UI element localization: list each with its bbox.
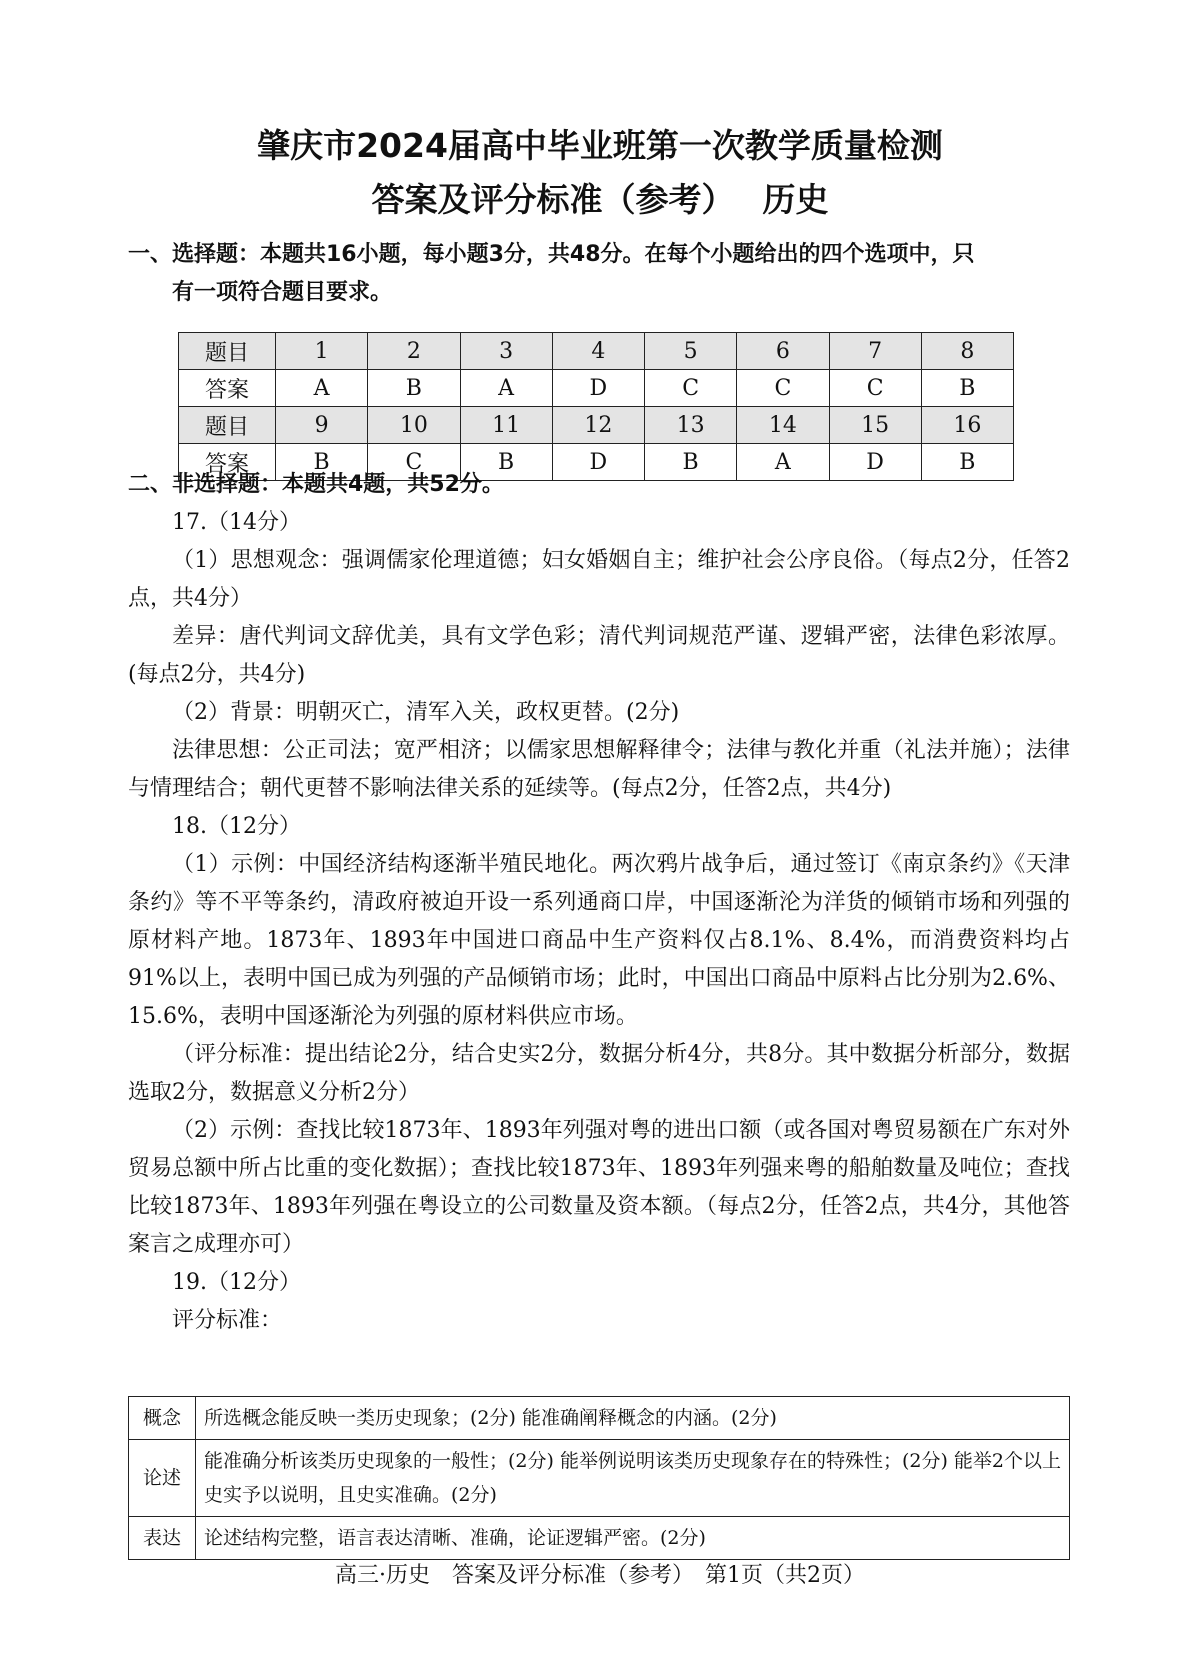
q18-part1-scoring: （评分标准：提出结论2分，结合史实2分，数据分析4分，共8分。其中数据分析部分，数据选取2分，数据意义分析2分） — [128, 1042, 1070, 1105]
answer-table-cell: 5 — [645, 333, 737, 370]
answer-table-cell: 15 — [829, 407, 921, 444]
answer-table-cell: 3 — [460, 333, 552, 370]
answer-table-cell: D — [829, 444, 921, 481]
rubric-row — [129, 1517, 1070, 1560]
answer-table-cell: B — [921, 370, 1013, 407]
answer-table-cell: 10 — [368, 407, 460, 444]
answer-table-row-label: 题目 — [179, 407, 276, 444]
answer-table-cell: 16 — [921, 407, 1013, 444]
q19-rubric-table — [128, 1396, 1070, 1560]
answer-table-row — [179, 407, 1014, 444]
section2-heading: 二、非选择题：本题共4题，共52分。 — [128, 472, 504, 497]
q17-part1-differences: 差异：唐代判词文辞优美，具有文学色彩；清代判词规范严谨、逻辑严密，法律色彩浓厚。(每点2分，共4分) — [128, 624, 1070, 687]
answer-table-cell: D — [552, 444, 644, 481]
answer-table-cell: C — [368, 444, 460, 481]
answer-table-cell: A — [276, 370, 368, 407]
q18-title: 18.（12分） — [172, 814, 301, 839]
q19-title: 19.（12分） — [172, 1270, 301, 1295]
rubric-criterion: 论述 — [129, 1440, 196, 1517]
page-subtitle: 答案及评分标准（参考） 历史 — [371, 180, 829, 219]
answer-table-cell: B — [645, 444, 737, 481]
answer-table-cell: C — [829, 370, 921, 407]
answer-table-cell: A — [737, 444, 829, 481]
rubric-criterion: 表达 — [129, 1517, 196, 1560]
answer-table-cell: 13 — [645, 407, 737, 444]
q17-part2-legal-thought: 法律思想：公正司法；宽严相济；以儒家思想解释律令；法律与教化并重（礼法并施）；法律与情理结合；朝代更替不影响法律关系的延续等。(每点2分，任答2点，共4分) — [128, 738, 1070, 801]
answer-table-cell: D — [552, 370, 644, 407]
answer-table-cell: C — [737, 370, 829, 407]
answer-table-cell: 11 — [460, 407, 552, 444]
page-footer: 高三·历史 答案及评分标准（参考） 第1页（共2页） — [335, 1563, 865, 1588]
q17-part2-background: （2）背景：明朝灭亡，清军入关，政权更替。(2分) — [172, 700, 680, 725]
answer-table-cell: 8 — [921, 333, 1013, 370]
q19-rubric-label: 评分标准： — [172, 1308, 283, 1333]
answer-table-row-label: 答案 — [179, 444, 276, 481]
q17-part1-ideas: （1）思想观念：强调儒家伦理道德；妇女婚姻自主；维护社会公序良俗。（每点2分，任答2点，共4分） — [128, 548, 1070, 611]
answer-table-row — [179, 333, 1014, 370]
answer-table-cell: B — [460, 444, 552, 481]
answer-table-cell: A — [460, 370, 552, 407]
rubric-criterion: 概念 — [129, 1397, 196, 1440]
answer-table-cell: 1 — [276, 333, 368, 370]
answer-table-cell: 2 — [368, 333, 460, 370]
answer-table-cell: B — [368, 370, 460, 407]
answer-table-cell: 14 — [737, 407, 829, 444]
rubric-row — [129, 1397, 1070, 1440]
page-title: 肇庆市2024届高中毕业班第一次教学质量检测 — [257, 126, 943, 165]
rubric-description: 能准确分析该类历史现象的一般性；(2分) 能举例说明该类历史现象存在的特殊性；(2分) 能举2个以上史实予以说明，且史实准确。(2分) — [196, 1440, 1070, 1517]
section1-heading-line1: 一、选择题：本题共16小题，每小题3分，共48分。在每个小题给出的四个选项中，只 — [128, 242, 975, 267]
q18-part2-example: （2）示例：查找比较1873年、1893年列强对粤的进出口额（或各国对粤贸易额在广东对外贸易总额中所占比重的变化数据）；查找比较1873年、1893年列强来粤的船舶数量及吨位；查找比较1873年、1893年列强在粤设立的公司数量及资本额。（每点2分，任答2点，共4分，其他答案言之成理亦可） — [128, 1118, 1070, 1257]
answer-table-cell: 9 — [276, 407, 368, 444]
section1-heading-line2: 有一项符合题目要求。 — [172, 280, 393, 305]
q18-part1-example: （1）示例：中国经济结构逐渐半殖民地化。两次鸦片战争后，通过签订《南京条约》《天津条约》等不平等条约，清政府被迫开设一系列通商口岸，中国逐渐沦为洋货的倾销市场和列强的原材料产地。1873年、1893年中国进口商品中生产资料仅占8.1%、8.4%，而消费资料均占91%以上，表明中国已成为列强的产品倾销市场；此时，中国出口商品中原料占比分别为2.6%、15.6%，表明中国逐渐沦为列强的原材料供应市场。 — [128, 852, 1070, 1029]
answer-table-row — [179, 370, 1014, 407]
answer-table-cell: 7 — [829, 333, 921, 370]
answer-table-cell: B — [276, 444, 368, 481]
q17-title: 17.（14分） — [172, 510, 301, 535]
choice-answer-table — [178, 332, 1014, 481]
answer-table-cell: 6 — [737, 333, 829, 370]
rubric-description: 论述结构完整，语言表达清晰、准确，论证逻辑严密。(2分) — [196, 1517, 1070, 1560]
answer-table-cell: B — [921, 444, 1013, 481]
answer-table-row-label: 答案 — [179, 370, 276, 407]
rubric-row — [129, 1440, 1070, 1517]
rubric-description: 所选概念能反映一类历史现象；(2分) 能准确阐释概念的内涵。(2分) — [196, 1397, 1070, 1440]
answer-table-cell: 12 — [552, 407, 644, 444]
answer-table-cell: 4 — [552, 333, 644, 370]
answer-table-row-label: 题目 — [179, 333, 276, 370]
section1-heading — [128, 236, 1070, 312]
answer-table-cell: C — [645, 370, 737, 407]
